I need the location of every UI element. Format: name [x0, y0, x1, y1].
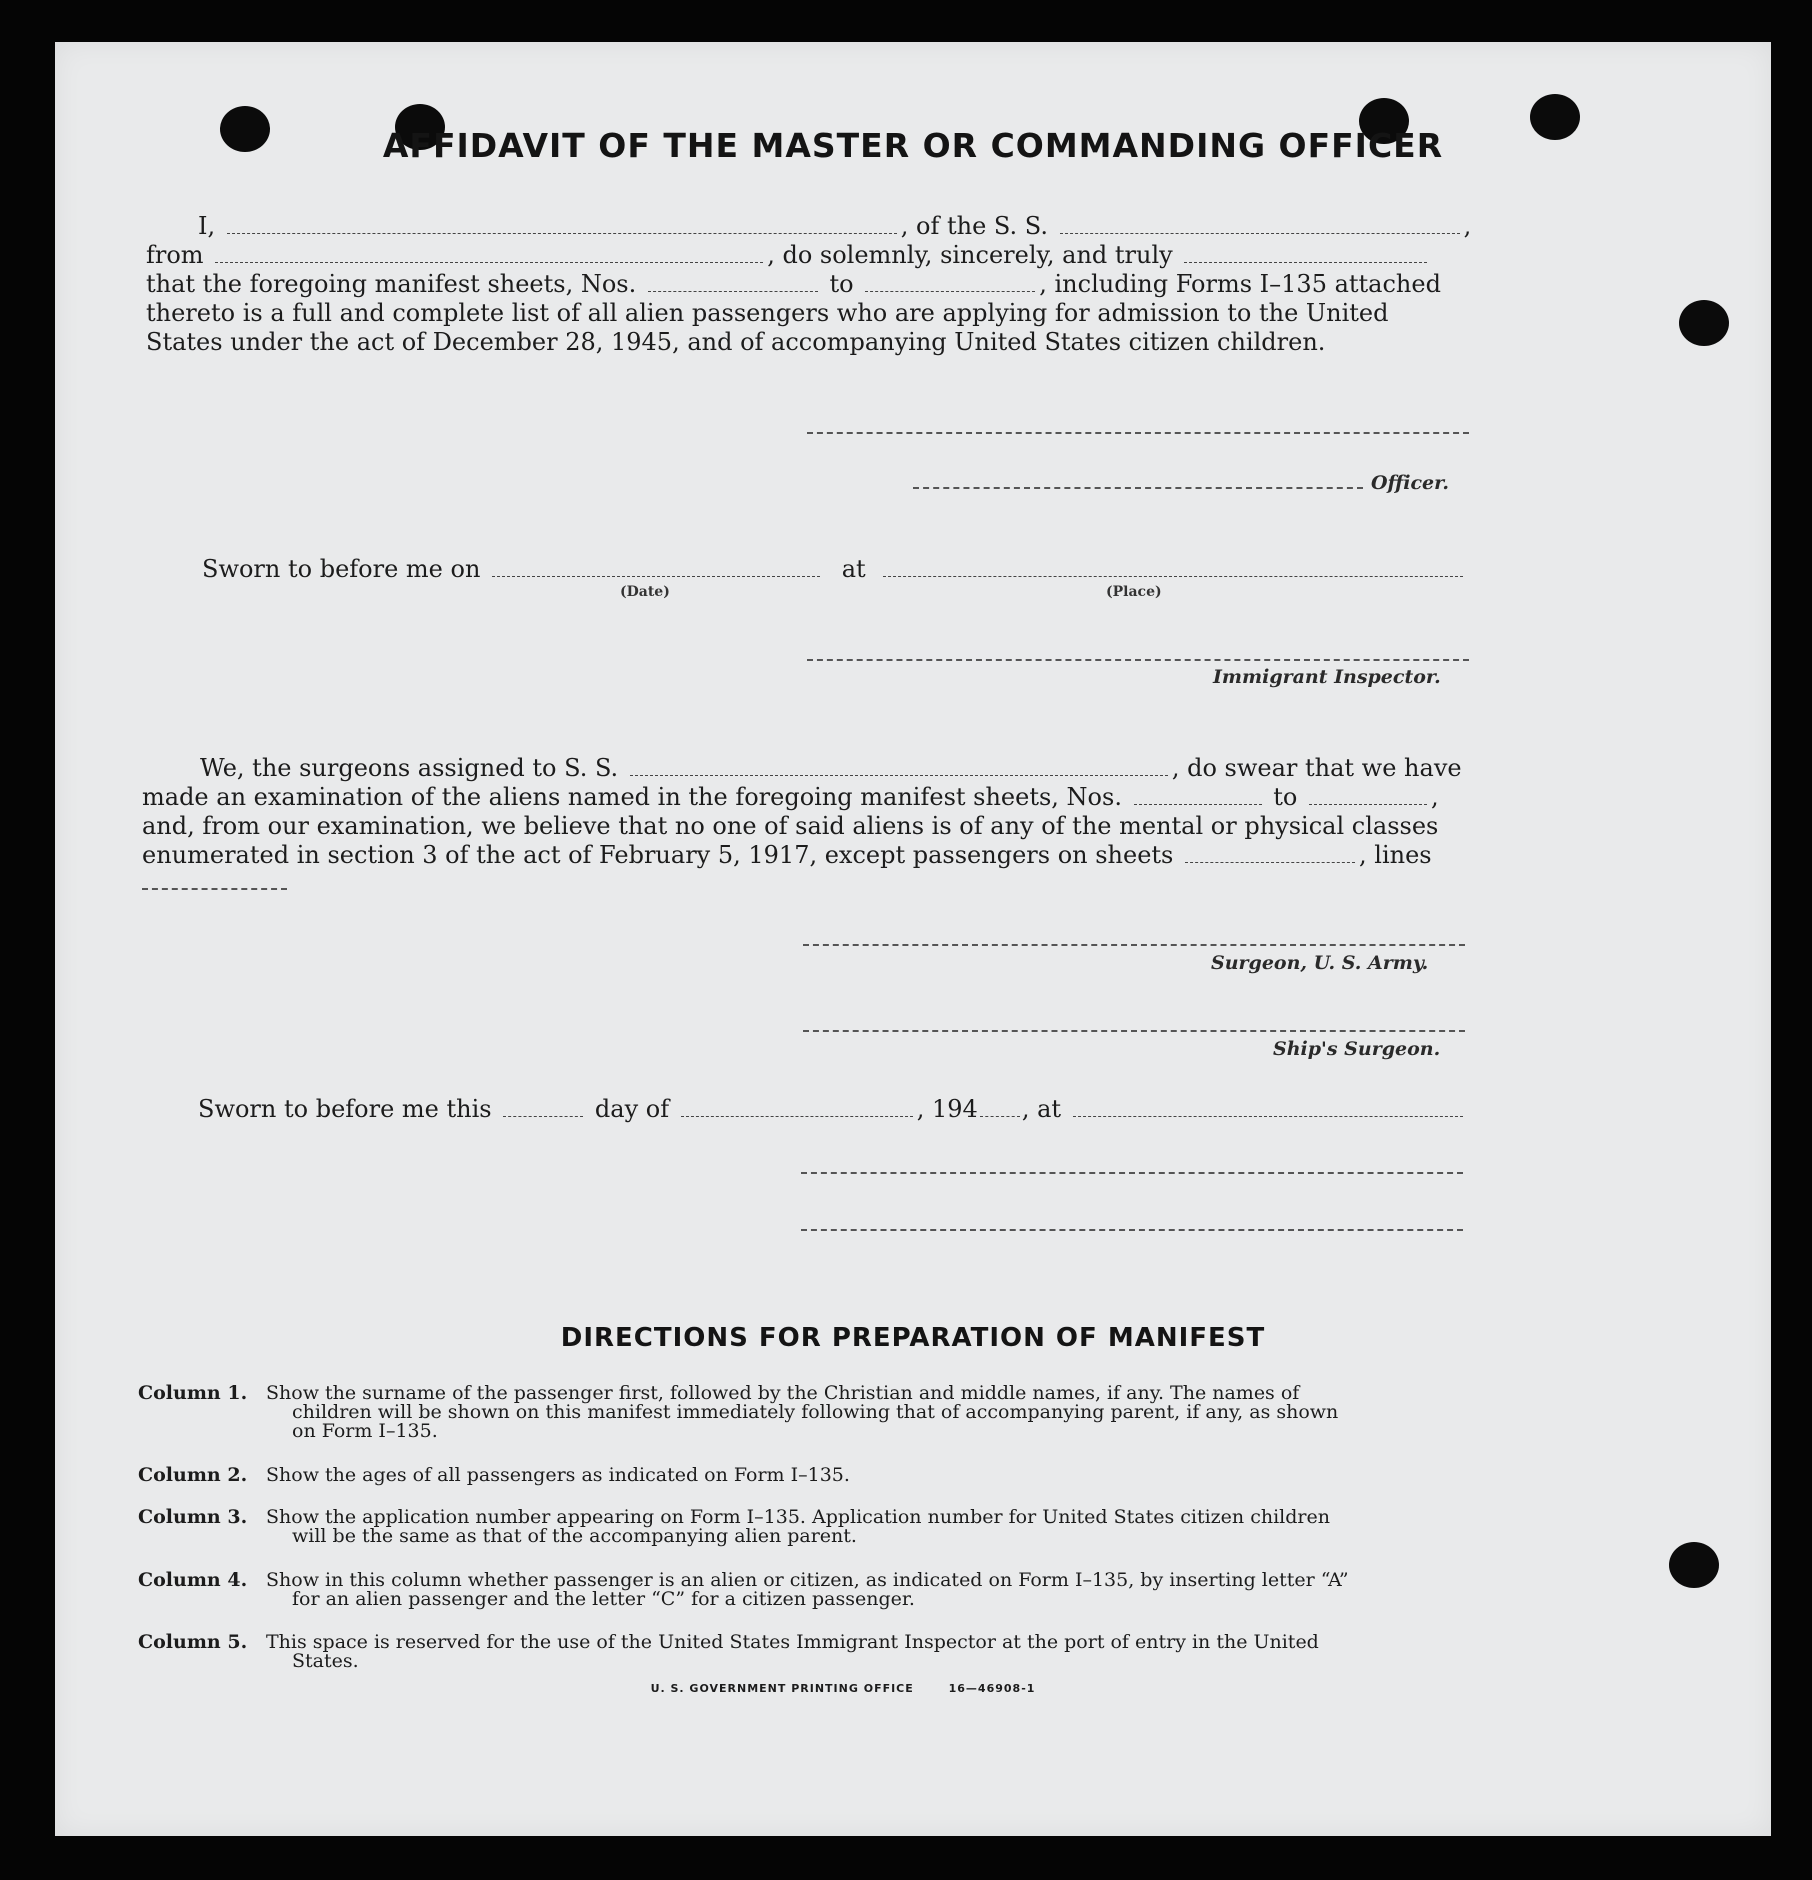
sworn-year-field[interactable] — [980, 1115, 1020, 1117]
text: , do swear that we have — [1171, 754, 1462, 782]
sworn-date-field[interactable] — [492, 575, 820, 577]
text: to — [1273, 783, 1298, 811]
text: for an alien passenger and the letter “C” for a citizen passenger. — [292, 1588, 915, 1610]
text: enumerated in section 3 of the act of February 5, 1917, except passengers on sheets — [142, 841, 1174, 869]
direction-text — [266, 1384, 1466, 1441]
text: children will be shown on this manifest immediately following that of accompanying parent, if any, as shown — [292, 1401, 1339, 1423]
direction-label: Column 1. — [138, 1382, 248, 1404]
form-code: 16—46908-1 — [948, 1682, 1036, 1695]
direction-label: Column 3. — [138, 1506, 248, 1528]
sworn-day-line — [198, 1095, 1467, 1123]
text: Show the surname of the passenger first, followed by the Christian and middle names, if any. The names of — [266, 1382, 1300, 1404]
sworn-day-field[interactable] — [503, 1115, 583, 1117]
text: , including Forms I–135 attached — [1039, 270, 1441, 298]
direction-label: Column 4. — [138, 1569, 248, 1591]
text: , do solemnly, sincerely, and truly — [767, 241, 1173, 269]
direction-column-5 — [138, 1633, 1478, 1673]
army-surgeon-signature-line[interactable] — [803, 944, 1465, 946]
affidavit-line-4: thereto is a full and complete list of all alien passengers who are applying for admission to the United — [146, 299, 1389, 327]
direction-label: Column 2. — [138, 1464, 248, 1486]
text: , 194 — [916, 1095, 978, 1123]
direction-column-4 — [138, 1571, 1478, 1611]
direction-label: Column 5. — [138, 1631, 248, 1653]
text: on Form I–135. — [292, 1420, 438, 1442]
text: , — [1463, 212, 1472, 240]
except-sheets-field[interactable] — [1185, 861, 1355, 863]
text: Sworn to before me this — [198, 1095, 492, 1123]
sworn-month-field[interactable] — [681, 1115, 913, 1117]
text: We, the surgeons assigned to S. S. — [200, 754, 619, 782]
text: Sworn to before me on — [202, 555, 481, 583]
surgeons-line-3: and, from our examination, we believe that no one of said aliens is of any of the mental or physical classes — [142, 812, 1439, 840]
inspector-label: Immigrant Inspector. — [1213, 666, 1441, 688]
text: This space is reserved for the use of the United States Immigrant Inspector at the port of entry in the United — [266, 1631, 1319, 1653]
sworn-place-field[interactable] — [883, 575, 1463, 577]
sworn-date-line — [202, 555, 1467, 583]
text: Show the application number appearing on Form I–135. Application number for United States citizen children — [266, 1506, 1330, 1528]
port-from-field[interactable] — [215, 261, 763, 263]
text: , — [1430, 783, 1439, 811]
officer-signature-line[interactable] — [807, 432, 1469, 434]
official-signature-line[interactable] — [801, 1172, 1463, 1174]
inspector-signature-line[interactable] — [807, 659, 1469, 661]
text: from — [146, 241, 204, 269]
direction-text — [266, 1571, 1466, 1609]
text: to — [829, 270, 854, 298]
text: , of the S. S. — [900, 212, 1048, 240]
surgeons-line-4 — [142, 841, 1432, 869]
army-surgeon-label: Surgeon, U. S. Army. — [1211, 952, 1429, 974]
exam-sheet-to-field[interactable] — [1309, 803, 1427, 805]
text: that the foregoing manifest sheets, Nos. — [146, 270, 637, 298]
text: I, — [198, 212, 216, 240]
direction-column-2 — [138, 1466, 1478, 1490]
direction-text — [266, 1466, 1466, 1485]
text: Show the ages of all passengers as indicated on Form I–135. — [266, 1464, 850, 1486]
place-label: (Place) — [1106, 584, 1162, 600]
text: at — [841, 555, 866, 583]
surgeons-line-1 — [200, 754, 1462, 782]
sheet-to-field[interactable] — [865, 290, 1035, 292]
direction-column-3 — [138, 1508, 1478, 1548]
direction-column-1 — [138, 1384, 1478, 1444]
text: , at — [1021, 1095, 1062, 1123]
sheet-from-field[interactable] — [648, 290, 818, 292]
text: will be the same as that of the accompanying alien parent. — [292, 1525, 857, 1547]
directions-title: DIRECTIONS FOR PREPARATION OF MANIFEST — [560, 1323, 1266, 1353]
text: , lines — [1359, 841, 1432, 869]
oath-field[interactable] — [1184, 261, 1427, 263]
printer-footer — [0, 1682, 1701, 1695]
printer-name: U. S. GOVERNMENT PRINTING OFFICE — [650, 1682, 914, 1695]
surgeons-line-2 — [142, 783, 1439, 811]
affidavit-line-1 — [198, 212, 1471, 240]
direction-text — [266, 1508, 1466, 1546]
officer-label: Officer. — [1371, 472, 1450, 494]
punch-hole — [1679, 300, 1729, 346]
sworn-at-field[interactable] — [1073, 1115, 1463, 1117]
punch-hole — [1669, 1542, 1719, 1588]
text: day of — [594, 1095, 670, 1123]
date-label: (Date) — [620, 584, 670, 600]
ship-surgeon-label: Ship's Surgeon. — [1273, 1038, 1441, 1060]
official-title-line[interactable] — [801, 1229, 1463, 1231]
surgeon-ship-field[interactable] — [630, 774, 1168, 776]
except-lines-field[interactable] — [142, 888, 287, 890]
ship-surgeon-signature-line[interactable] — [803, 1030, 1465, 1032]
exam-sheet-from-field[interactable] — [1134, 803, 1262, 805]
form-page — [55, 42, 1771, 1836]
officer-signature-line-2[interactable] — [913, 487, 1363, 489]
ship-name-field[interactable] — [1060, 232, 1460, 234]
direction-text — [266, 1633, 1466, 1671]
text: States. — [292, 1650, 359, 1672]
affidavit-line-2 — [146, 241, 1431, 269]
master-name-field[interactable] — [227, 232, 897, 234]
affidavit-line-5: States under the act of December 28, 1945, and of accompanying United States citizen children. — [146, 328, 1326, 356]
affidavit-line-3 — [146, 270, 1441, 298]
text: made an examination of the aliens named in the foregoing manifest sheets, Nos. — [142, 783, 1122, 811]
text: Show in this column whether passenger is an alien or citizen, as indicated on Form I–135, by inserting letter “A” — [266, 1569, 1349, 1591]
affidavit-title: AFFIDAVIT OF THE MASTER OR COMMANDING OFFICER — [382, 126, 1444, 165]
